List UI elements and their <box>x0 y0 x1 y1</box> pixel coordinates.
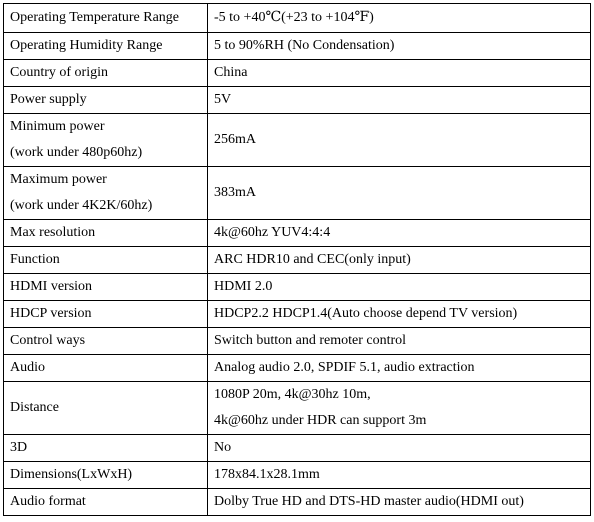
table-row <box>4 87 591 114</box>
spec-label: Operating Humidity Range <box>4 33 208 60</box>
spec-value: 5 to 90%RH (No Condensation) <box>208 33 591 60</box>
spec-label: Maximum power (work under 4K2K/60hz) <box>4 167 208 220</box>
spec-label: Dimensions(LxWxH) <box>4 462 208 489</box>
spec-label: HDCP version <box>4 301 208 328</box>
spec-value: Switch button and remoter control <box>208 328 591 355</box>
spec-value: 256mA <box>208 114 591 167</box>
table-row <box>4 274 591 301</box>
spec-value: 4k@60hz YUV4:4:4 <box>208 220 591 247</box>
spec-label: Country of origin <box>4 60 208 87</box>
table-row <box>4 489 591 516</box>
table-row <box>4 167 591 220</box>
spec-value: Dolby True HD and DTS-HD master audio(HDMI out) <box>208 489 591 516</box>
spec-value: -5 to +40℃(+23 to +104℉) <box>208 4 591 33</box>
table-row <box>4 247 591 274</box>
spec-label: 3D <box>4 435 208 462</box>
spec-label: Power supply <box>4 87 208 114</box>
spec-label: HDMI version <box>4 274 208 301</box>
spec-value: HDMI 2.0 <box>208 274 591 301</box>
spec-value: No <box>208 435 591 462</box>
spec-label: Audio format <box>4 489 208 516</box>
table-row <box>4 33 591 60</box>
spec-label: Minimum power (work under 480p60hz) <box>4 114 208 167</box>
spec-label: Operating Temperature Range <box>4 4 208 33</box>
spec-value: China <box>208 60 591 87</box>
spec-value: 5V <box>208 87 591 114</box>
spec-label: Max resolution <box>4 220 208 247</box>
spec-label: Function <box>4 247 208 274</box>
table-row <box>4 4 591 33</box>
spec-value: 178x84.1x28.1mm <box>208 462 591 489</box>
spec-value: 1080P 20m, 4k@30hz 10m, 4k@60hz under HDR can support 3m <box>208 382 591 435</box>
spec-label: Control ways <box>4 328 208 355</box>
spec-value: HDCP2.2 HDCP1.4(Auto choose depend TV version) <box>208 301 591 328</box>
table-row <box>4 462 591 489</box>
table-row <box>4 301 591 328</box>
spec-value: 383mA <box>208 167 591 220</box>
spec-value: ARC HDR10 and CEC(only input) <box>208 247 591 274</box>
table-row <box>4 60 591 87</box>
spec-value: Analog audio 2.0, SPDIF 5.1, audio extraction <box>208 355 591 382</box>
table-row <box>4 382 591 435</box>
spec-label: Distance <box>4 382 208 435</box>
table-row <box>4 114 591 167</box>
table-row <box>4 355 591 382</box>
spec-label: Audio <box>4 355 208 382</box>
table-row <box>4 220 591 247</box>
table-row <box>4 435 591 462</box>
table-row <box>4 328 591 355</box>
spec-table <box>3 3 591 516</box>
